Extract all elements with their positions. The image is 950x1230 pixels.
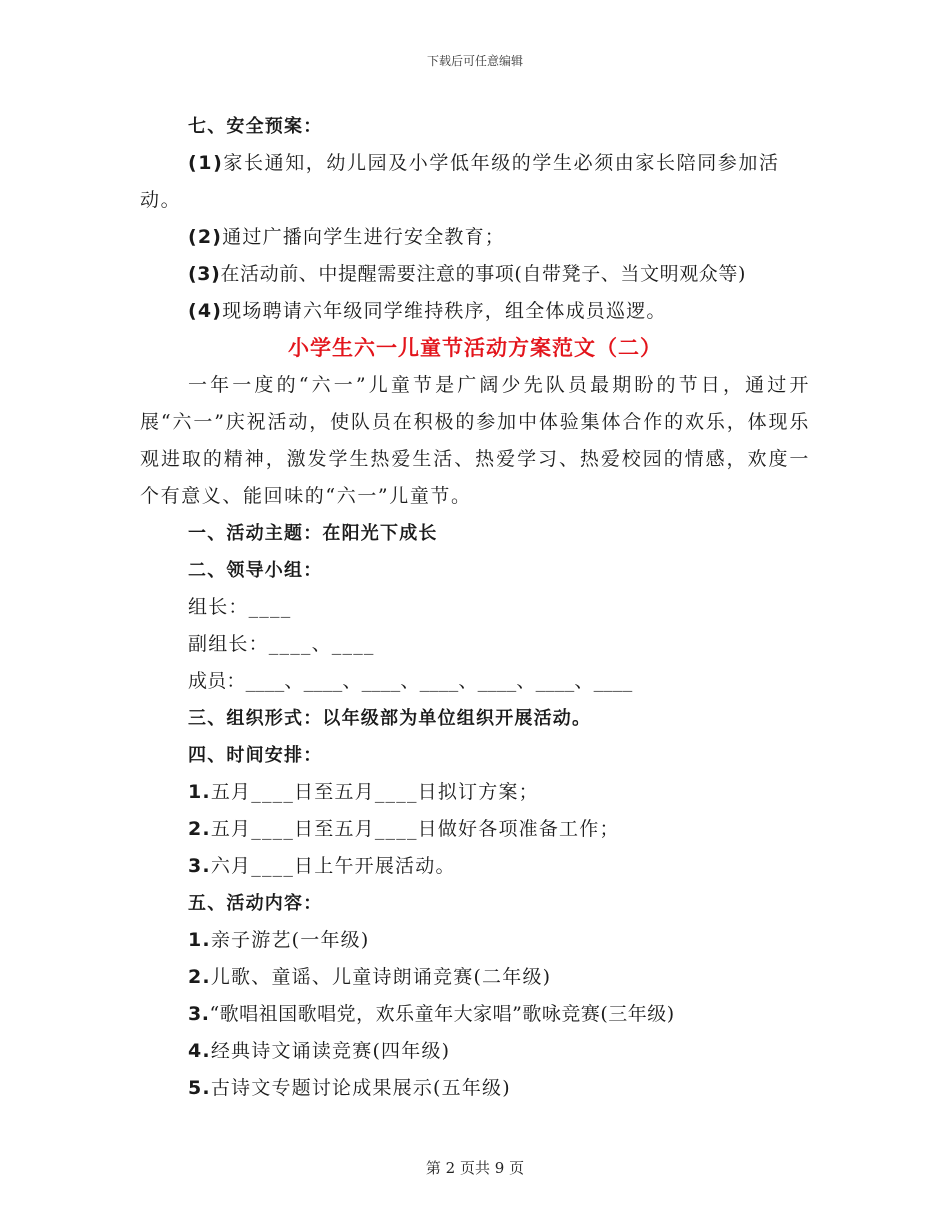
item-text: 五月____日至五月____日拟订方案；: [210, 781, 539, 803]
safety-item-1: [140, 145, 810, 219]
safety-item-2: [140, 219, 810, 256]
item-number: (4): [188, 300, 223, 322]
item-number: (1): [188, 152, 224, 174]
item-text: 通过广播向学生进行安全教育；: [222, 226, 505, 248]
item-number: 3.: [188, 855, 211, 877]
item-text: 六月____日上午开展活动。: [210, 855, 456, 877]
item-text: 亲子游艺(一年级): [210, 929, 370, 951]
schedule-item-2: [140, 811, 810, 848]
document-body: [140, 108, 810, 1107]
schedule-item-3: [140, 848, 810, 885]
content-item-5: [140, 1070, 810, 1107]
item-number: (2): [188, 226, 223, 248]
item-number: 1.: [188, 929, 211, 951]
safety-item-4: [140, 293, 810, 330]
item-number: 3.: [188, 1003, 210, 1025]
members-line: 成员：____、____、____、____、____、____、____: [188, 670, 633, 692]
vice-leader-line: 副组长：____、____: [188, 633, 375, 655]
item-text: 现场聘请六年级同学维持秩序，组全体成员巡逻。: [222, 300, 667, 322]
item-number: 2.: [188, 818, 211, 840]
item-text: 儿歌、童谣、儿童诗朗诵竞赛(二年级): [210, 966, 552, 988]
item-text: 古诗文专题讨论成果展示(五年级): [210, 1077, 511, 1099]
item-text: 在活动前、中提醒需要注意的事项(自带凳子、当文明观众等): [220, 263, 747, 285]
page-header: 下载后可任意编辑: [426, 54, 523, 68]
leader-line: 组长：____: [188, 596, 292, 618]
item-text: “歌唱祖国歌唱党，欢乐童年大家唱”歌咏竞赛(三年级): [209, 1003, 675, 1025]
section-heading-leaders: 二、领导小组：: [188, 560, 323, 581]
section-heading-content: 五、活动内容：: [188, 893, 323, 914]
document-title: 小学生六一儿童节活动方案范文（二）: [288, 336, 662, 360]
content-item-4: [140, 1033, 810, 1070]
intro-text: 一年一度的“六一”儿童节是广阔少先队员最期盼的节日，通过开展“六一”庆祝活动，使队员在积极的参加中体验集体合作的欢乐，体现乐观进取的精神，激发学生热爱生活、热爱学习、热爱校园的情感，欢度一个有意义、能回味的“六一”儿童节。: [140, 374, 810, 507]
content-item-1: [140, 922, 810, 959]
item-number: 2.: [188, 966, 211, 988]
schedule-item-1: [140, 774, 810, 811]
item-number: (3): [188, 263, 221, 285]
item-text: 五月____日至五月____日做好各项准备工作；: [210, 818, 620, 840]
section-heading-safety: 七、安全预案：: [188, 116, 323, 137]
item-number: 1.: [188, 781, 211, 803]
item-text: 家长通知，幼儿园及小学低年级的学生必须由家长陪同参加活动。: [140, 152, 780, 211]
item-number: 5.: [188, 1077, 211, 1099]
section-heading-theme: 一、活动主题：在阳光下成长: [188, 523, 438, 544]
safety-item-3: [140, 256, 810, 293]
page-footer: 第 2 页共 9 页: [425, 1159, 525, 1177]
item-text: 经典诗文诵读竞赛(四年级): [210, 1040, 451, 1062]
section-heading-organization: 三、组织形式：以年级部为单位组织开展活动。: [188, 708, 592, 729]
content-item-2: [140, 959, 810, 996]
section-heading-schedule: 四、时间安排：: [188, 745, 323, 766]
item-number: 4.: [188, 1040, 211, 1062]
intro-paragraph: [140, 367, 810, 515]
content-item-3: [140, 996, 810, 1033]
